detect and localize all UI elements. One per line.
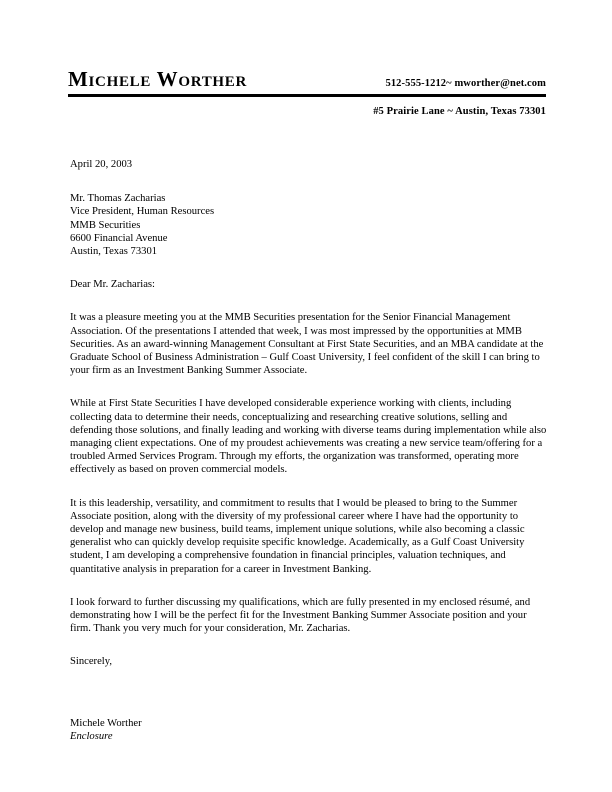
letter-body xyxy=(70,158,548,743)
signature-name: Michele Worther xyxy=(70,717,142,729)
recipient-company: MMB Securities xyxy=(70,219,141,231)
sender-contact-line: 512-555-1212~ mworther@net.com xyxy=(385,78,546,89)
recipient-title: Vice President, Human Resources xyxy=(70,206,215,218)
letterhead-top-row xyxy=(68,68,546,90)
signature-block xyxy=(70,717,548,743)
recipient-city-state-zip: Austin, Texas 73301 xyxy=(70,246,158,258)
body-paragraph-3: It is this leadership, versatility, and commitment to results that I would be pleased to bring to the Summer Associate position, along with the diversity of my professional career where I have had the opportunity to develop and manage new business, build teams, implement unique solutions, while also becoming a classic generalist who can quickly develop requisite specific knowledge. Academically, as a Gulf Coast University student, I am developing a comprehensive foundation in financial principles, valuation techniques, and quantitative analysis in preparation for a career in Investment Banking. xyxy=(70,497,525,575)
date-line: April 20, 2003 xyxy=(70,159,133,170)
recipient-address-block xyxy=(70,192,548,258)
recipient-street: 6600 Financial Avenue xyxy=(70,232,168,244)
body-paragraph-2: While at First State Securities I have developed considerable experience working with clients, including collecting data to determine their needs, conceptualizing and researching creative solutions, selling and defending those solutions, and finally leading and working with diverse teams during implementation while also managing client expectations. One of my proudest achievements was creating a new service team/offering for a troubled Armed Services Program. Through my efforts, the organization was transformed, operating more effectively as based on proven commercial models. xyxy=(70,398,547,476)
closing-line: Sincerely, xyxy=(70,656,112,668)
body-paragraph-4: I look forward to further discussing my qualifications, which are fully presented in my enclosed résumé, and demonstrating how I will be the perfect fit for the Investment Banking Summer Associate position and your firm. Thank you very much for your consideration, Mr. Zacharias. xyxy=(70,596,531,635)
letterhead xyxy=(68,68,546,117)
sender-address-line: #5 Prairie Lane ~ Austin, Texas 73301 xyxy=(373,106,546,118)
recipient-name: Mr. Thomas Zacharias xyxy=(70,193,166,205)
letterhead-divider xyxy=(68,94,546,97)
sender-name: Michele Worther xyxy=(68,67,248,91)
enclosure-notation: Enclosure xyxy=(70,730,113,742)
body-paragraph-1: It was a pleasure meeting you at the MMB Securities presentation for the Senior Financial Management Association. Of the presentations I attended that week, I was most impressed by the opportunities at MMB Securities. As an award-winning Management Consultant at First State Securities, and an MBA candidate at the Graduate School of Business Administration – Gulf Coast University, I feel confident of the skill I can bring to your firm as an Investment Banking Summer Associate. xyxy=(70,312,544,377)
salutation: Dear Mr. Zacharias: xyxy=(70,279,156,291)
